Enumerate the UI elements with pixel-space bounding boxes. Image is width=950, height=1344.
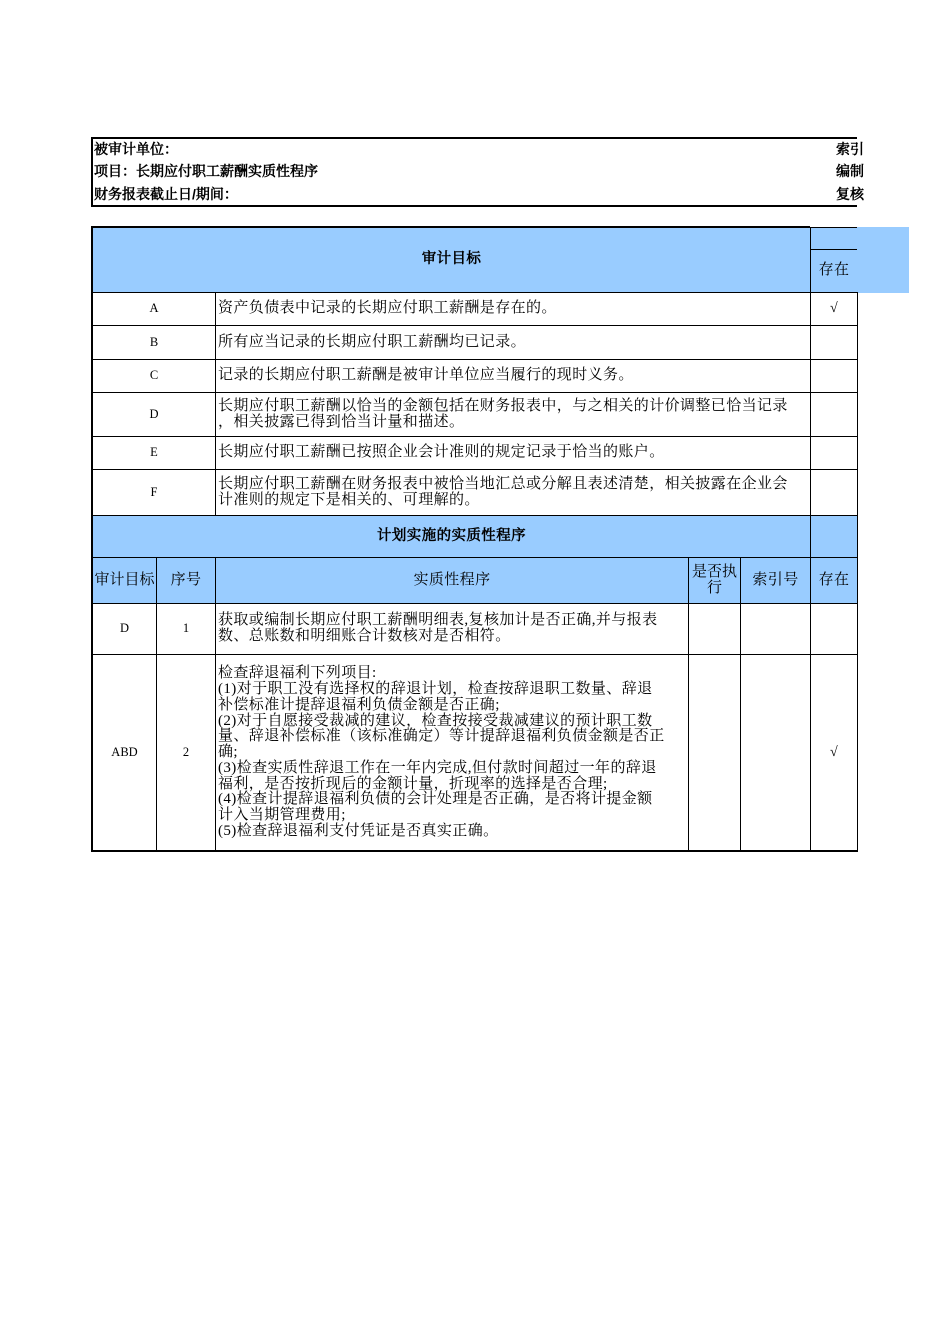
col-header-seq: 序号 [156,557,216,604]
procedure-index-cell[interactable] [740,603,811,655]
objective-exist-cell [810,392,858,437]
assertion-exist-header: 存在 [810,249,858,293]
objective-exist-check: √ [810,292,858,326]
objective-text: 长期应付职工薪酬在财务报表中被恰当地汇总或分解且表述清楚，相关披露在企业会 计准则的规定下是相关的、可理解的。 [215,469,811,516]
objective-exist-cell [810,436,858,470]
table-left-border [91,226,93,852]
project-label: 项目：长期应付职工薪酬实质性程序 [94,163,318,179]
procedure-index-cell[interactable] [740,654,811,852]
header-top-border [92,137,857,139]
objective-code: C [92,359,216,393]
objective-exist-cell [810,469,858,516]
header-bottom-border [92,205,857,207]
procedure-text: 检查辞退福利下列项目: (1)对于职工没有选择权的辞退计划，检查按辞退职工数量、辞退 补偿标准计提辞退福利负债金额是否正确; (2)对于自愿接受裁减的建议，检查按接受裁减建议的预计职工数 量、辞退补偿标准（该标准确定）等计提辞退福利负债金额是否正 确; (3)检查实质性辞退工作在一年内完成,但付款时间超过一年的辞退 福利，是否按折现后的金额计量，折现率的选择是否合理; (4)检查计提辞退福利负债的会计处理是否正确，是否将计提金额 计入当期管理费用; (5)检查辞退福利支付凭证是否真实正确。 [215,654,689,852]
objective-text: 长期应付职工薪酬已按照企业会计准则的规定记录于恰当的账户。 [215,436,811,470]
objective-code: E [92,436,216,470]
index-label: 索引 [836,141,864,157]
procedure-seq: 1 [156,603,216,655]
objective-exist-cell [810,325,858,360]
objective-exist-cell [810,359,858,393]
objective-text: 长期应付职工薪酬以恰当的金额包括在财务报表中，与之相关的计价调整已恰当记录 ，相关披露已得到恰当计量和描述。 [215,392,811,437]
procedure-objective: D [92,603,157,655]
assertions-overflow-header [857,227,909,293]
procedure-seq: 2 [156,654,216,852]
objective-code: F [92,469,216,516]
procedure-exist-cell [810,603,858,655]
procedures-title: 计划实施的实质性程序 [92,515,811,558]
objective-text: 资产负债表中记录的长期应付职工薪酬是存在的。 [215,292,811,326]
objective-code: D [92,392,216,437]
col-header-executed: 是否执 行 [688,557,741,604]
col-header-index: 索引号 [740,557,811,604]
objectives-title: 审计目标 [92,227,811,293]
procedures-title-right [810,515,858,558]
procedure-executed-cell[interactable] [688,603,741,655]
col-header-exist: 存在 [810,557,858,604]
col-header-objective: 审计目标 [92,557,157,604]
procedure-text: 获取或编制长期应付职工薪酬明细表,复核加计是否正确,并与报表 数、总账数和明细账合计数核对是否相符。 [215,603,689,655]
col-header-procedure: 实质性程序 [215,557,689,604]
objective-text: 所有应当记录的长期应付职工薪酬均已记录。 [215,325,811,360]
period-label: 财务报表截止日/期间： [94,186,238,202]
procedure-exist-check: √ [810,654,858,852]
table-bottom-border [91,850,858,852]
preparer-label: 编制 [836,163,864,179]
procedure-executed-cell[interactable] [688,654,741,852]
header-left-border [91,137,93,207]
objective-text: 记录的长期应付职工薪酬是被审计单位应当履行的现时义务。 [215,359,811,393]
assertions-group-header [810,227,858,250]
objective-code: B [92,325,216,360]
objective-code: A [92,292,216,326]
auditee-label: 被审计单位： [94,141,178,157]
procedure-objective: ABD [92,654,157,852]
reviewer-label: 复核 [836,186,864,202]
table-top-border [91,226,810,228]
